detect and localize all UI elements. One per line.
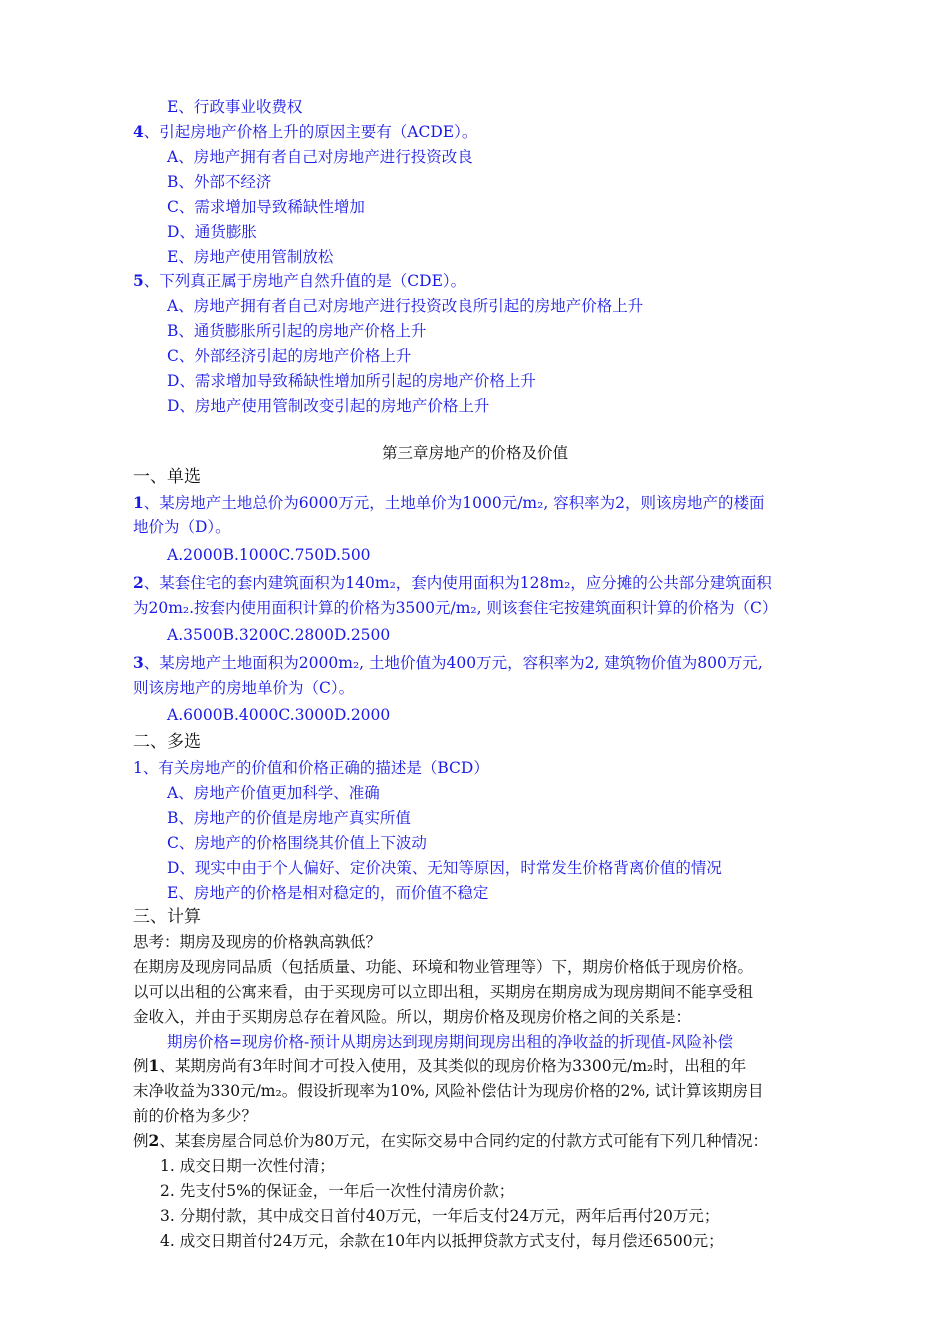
question-number: 4: [133, 122, 144, 141]
option: C、需求增加导致稀缺性增加: [167, 198, 365, 216]
option: D、需求增加导致稀缺性增加所引起的房地产价格上升: [167, 372, 536, 390]
list-item: 4. 成交日期首付24万元，余款在10年内以抵押贷款方式支付，每月偿还6500元；: [160, 1232, 724, 1250]
option: A、房地产拥有者自己对房地产进行投资改良: [167, 148, 473, 166]
list-item: 1. 成交日期一次性付清；: [160, 1157, 335, 1175]
example-prefix: 例: [133, 1057, 149, 1075]
question-stem-cont: 地价为（D）。: [133, 518, 231, 536]
example-text: 、某套房屋合同总价为80万元，在实际交易中合同约定的付款方式可能有下列几种情况：: [159, 1132, 769, 1150]
example-text-cont: 末净收益为330元/m₂。假设折现率为10%, 风险补偿估计为现房价格的2%, 试计算该期房目: [133, 1082, 764, 1100]
example-text-cont: 前的价格为多少？: [133, 1107, 258, 1125]
option-row: A.2000B.1000C.750D.500: [167, 546, 371, 564]
section-heading-multi: 二、多选: [133, 732, 201, 752]
multi-question-1: 1、有关房地产的价值和价格正确的描述是（BCD）: [133, 759, 489, 777]
option: B、房地产的价值是房地产真实所值: [167, 809, 411, 827]
question-stem: 、某房地产土地面积为2000m₂, 土地价值为400万元，容积率为2, 建筑物价值为800万元,: [143, 654, 763, 672]
question-stem-cont: 为20m₂.按套内使用面积计算的价格为3500元/m₂, 则该套住宅按建筑面积计算的价格为（C）: [133, 599, 778, 617]
price-formula: 期房价格=现房价格-预计从期房达到现房期间现房出租的净收益的折现值-风险补偿: [167, 1033, 733, 1051]
list-item: 2. 先支付5%的保证金，一年后一次性付清房价款；: [160, 1182, 515, 1200]
example-2: [133, 1130, 768, 1152]
example-text: 、某期房尚有3年时间才可投入使用，及其类似的现房价格为3300元/m₂时，出租的年: [159, 1057, 747, 1075]
option-row: A.3500B.3200C.2800D.2500: [167, 626, 391, 644]
single-question-1: [133, 492, 765, 514]
option: E、房地产使用管制放松: [167, 248, 334, 266]
section-heading-single: 一、单选: [133, 467, 201, 487]
option: D、通货膨胀: [167, 223, 257, 241]
example-1: [133, 1055, 746, 1077]
question-stem: 、引起房地产价格上升的原因主要有（ACDE）。: [143, 123, 478, 141]
option: B、外部不经济: [167, 173, 272, 191]
option: A、房地产拥有者自己对房地产进行投资改良所引起的房地产价格上升: [167, 297, 644, 315]
think-question: 思考：期房及现房的价格孰高孰低？: [133, 933, 382, 951]
question-5: [133, 270, 466, 292]
single-question-2: [133, 572, 772, 594]
paragraph-line: 金收入，并由于买期房总存在着风险。所以，期房价格及现房价格之间的关系是：: [133, 1008, 692, 1026]
question-4: [133, 121, 477, 143]
question-number: 3: [133, 653, 144, 672]
chapter-title: 第三章房地产的价格及价值: [381, 444, 568, 462]
question-number: 2: [133, 573, 144, 592]
option-e: E、行政事业收费权: [167, 98, 303, 116]
question-stem: 、下列真正属于房地产自然升值的是（CDE）。: [143, 272, 467, 290]
paragraph-line: 在期房及现房同品质（包括质量、功能、环境和物业管理等）下，期房价格低于现房价格。: [133, 958, 754, 976]
single-question-3: [133, 652, 763, 674]
option: C、外部经济引起的房地产价格上升: [167, 347, 412, 365]
example-prefix: 例: [133, 1132, 149, 1150]
paragraph-line: 以可以出租的公寓来看，由于买现房可以立即出租，买期房在期房成为现房期间不能享受租: [133, 983, 754, 1001]
question-stem: 、某套住宅的套内建筑面积为140m₂，套内使用面积为128m₂，应分摊的公共部分建筑面积: [143, 574, 772, 592]
option-row: A.6000B.4000C.3000D.2000: [167, 706, 391, 724]
section-heading-calc: 三、计算: [133, 907, 201, 927]
question-number: 1: [133, 493, 144, 512]
option: A、房地产价值更加科学、准确: [167, 784, 380, 802]
example-number: 1: [148, 1056, 160, 1075]
question-stem: 、某房地产土地总价为6000万元，土地单价为1000元/m₂, 容积率为2，则该房地产的楼面: [143, 494, 765, 512]
option: E、房地产的价格是相对稳定的，而价值不稳定: [167, 884, 489, 902]
question-number: 5: [133, 271, 144, 290]
option: C、房地产的价格围绕其价值上下波动: [167, 834, 427, 852]
list-item: 3. 分期付款，其中成交日首付40万元，一年后支付24万元，两年后再付20万元；: [160, 1207, 720, 1225]
option: D、房地产使用管制改变引起的房地产价格上升: [167, 397, 490, 415]
option: B、通货膨胀所引起的房地产价格上升: [167, 322, 427, 340]
example-number: 2: [148, 1131, 160, 1150]
option: D、现实中由于个人偏好、定价决策、无知等原因，时常发生价格背离价值的情况: [167, 859, 722, 877]
question-stem-cont: 则该房地产的房地单价为（C）。: [133, 679, 355, 697]
